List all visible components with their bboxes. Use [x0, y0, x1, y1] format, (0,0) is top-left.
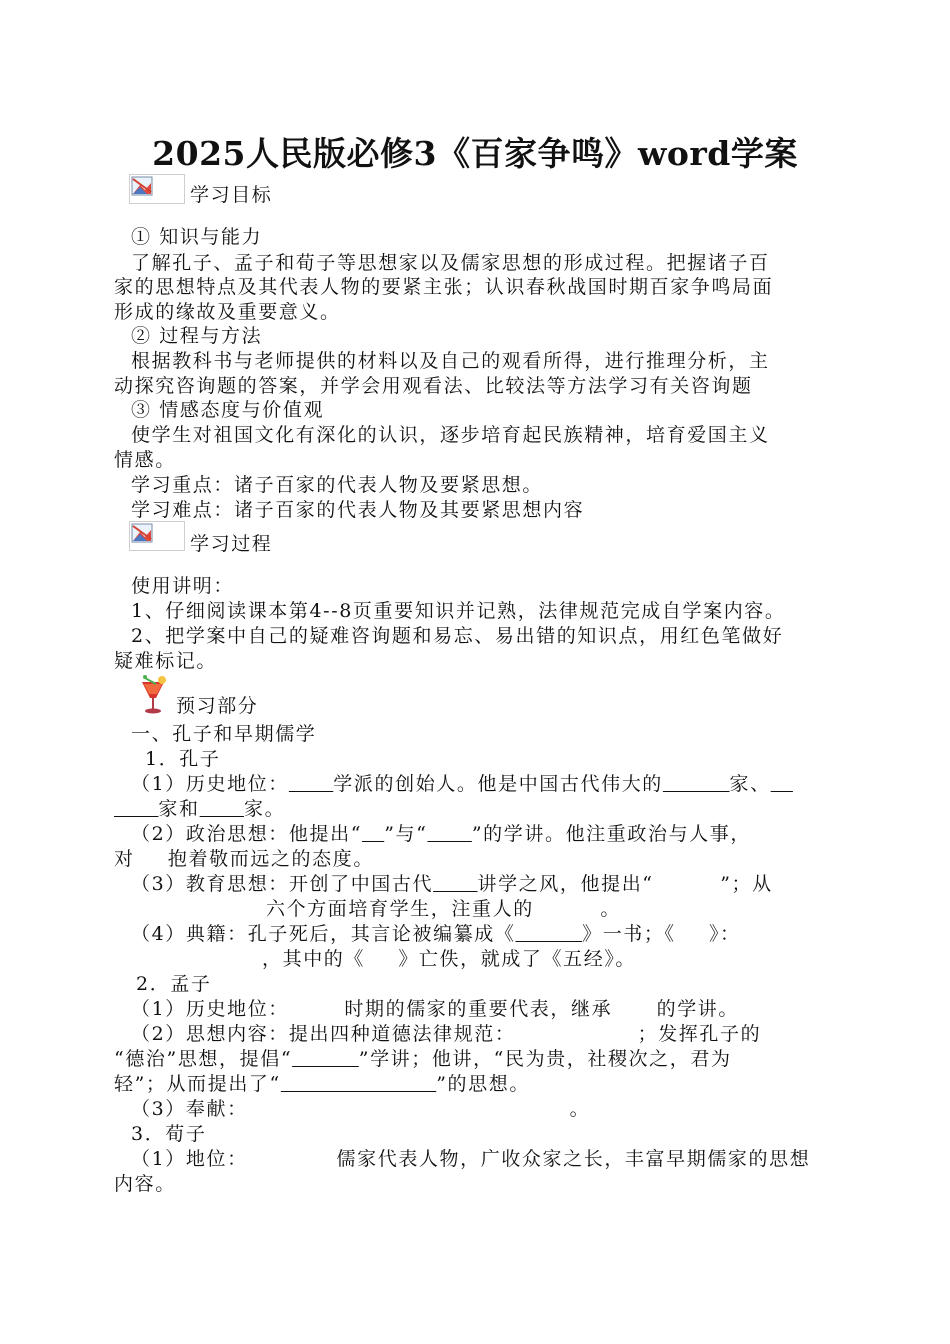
- text: 家和: [158, 798, 200, 820]
- usage-heading: 使用讲明：: [131, 575, 235, 597]
- goal-2-title: ② 过程与方法: [131, 325, 263, 347]
- text: 轻”；从而提出了“: [114, 1073, 281, 1095]
- difficult-point: 学习难点：诸子百家的代表人物及其要紧思想内容: [131, 499, 585, 521]
- text: （3）教育思想：开创了中国古代: [131, 873, 434, 895]
- blank[interactable]: [516, 1023, 638, 1045]
- text: ；发挥孔子的: [637, 1023, 762, 1045]
- usage-item-1: 1、仔细阅读课本第4--8页重要知识并记熟，法律规范完成自学案内容。: [131, 600, 786, 622]
- usage-item-2-cont: 疑难标记。: [114, 650, 218, 672]
- text: （3）奉献：: [131, 1098, 248, 1120]
- blank[interactable]: [200, 798, 244, 820]
- fill-line: [262, 947, 636, 971]
- text: 家、: [729, 773, 771, 795]
- text: 抱着敬而远之的态度。: [167, 848, 374, 870]
- paragraph-line: 内容。: [114, 1173, 176, 1195]
- text: ”的思想。: [436, 1073, 530, 1095]
- text: 》：: [708, 923, 741, 945]
- blank[interactable]: [516, 923, 583, 945]
- paragraph-line: 形成的缘故及重要意义。: [114, 301, 341, 323]
- text: 六个方面培育学生，注重人的: [266, 898, 534, 920]
- paragraph-line: 情感。: [114, 449, 176, 471]
- fill-line: [131, 1097, 590, 1121]
- blank[interactable]: [292, 1048, 359, 1070]
- fill-line: [114, 1047, 732, 1071]
- blank[interactable]: [248, 1098, 570, 1120]
- text: ”学讲；他讲，“民为贵，社稷次之，君为: [358, 1048, 732, 1070]
- image-placeholder-icon: [129, 174, 185, 204]
- goal-1-title: ① 知识与能力: [131, 226, 263, 248]
- section-heading-preview: 预习部分: [176, 695, 259, 717]
- section-heading-process: 学习过程: [190, 533, 273, 555]
- fill-line: [131, 997, 739, 1021]
- document-title: 2025人民版必修3《百家争鸣》word学案: [152, 134, 798, 173]
- blank[interactable]: [362, 823, 384, 845]
- text: ”的学讲。他注重政治与人事，: [471, 823, 751, 845]
- fill-line: [266, 897, 621, 921]
- paragraph-line: 使学生对祖国文化有深化的认识，逐步培育起民族精神，培育爱国主义: [131, 424, 770, 446]
- text: 的学讲。: [656, 998, 740, 1020]
- text: ”；从: [720, 873, 773, 895]
- text: “德治”思想，提倡“: [114, 1048, 293, 1070]
- goal-3-title: ③ 情感态度与价值观: [131, 399, 325, 421]
- text: 家。: [244, 798, 286, 820]
- fill-line: [114, 797, 285, 821]
- subheading-confucius: 1．孔子: [145, 748, 221, 770]
- paragraph-line: 了解孔子、孟子和荀子等思想家以及儒家思想的形成过程。把握诸子百: [131, 252, 770, 274]
- paragraph-line: 根据教科书与老师提供的材料以及自己的观看所得，进行推理分析，主: [131, 350, 770, 372]
- text: ”与“: [384, 823, 428, 845]
- text: （1）地位：: [131, 1148, 248, 1170]
- subheading-mencius: 2．孟子: [136, 973, 212, 995]
- blank[interactable]: [612, 998, 656, 1020]
- blank[interactable]: [135, 848, 168, 870]
- text: （1）历史地位：: [131, 998, 289, 1020]
- fill-line: [131, 772, 793, 796]
- text: （1）历史地位：: [131, 773, 289, 795]
- key-point: 学习重点：诸子百家的代表人物及要紧思想。: [131, 474, 544, 496]
- text: 学派的创始人。他是中国古代伟大的: [333, 773, 663, 795]
- blank[interactable]: [365, 948, 398, 970]
- fill-line: [131, 1147, 810, 1171]
- text: 时期的儒家的重要代表，继承: [344, 998, 613, 1020]
- blank[interactable]: [248, 1148, 337, 1170]
- blank[interactable]: [289, 773, 333, 795]
- text: 》亡佚，就成了《五经》。: [398, 948, 637, 970]
- text: （2）政治思想：他提出“: [131, 823, 363, 845]
- text: 。: [569, 1098, 591, 1120]
- text: 对: [114, 848, 135, 870]
- fill-line: [131, 822, 751, 846]
- text: 儒家代表人物，广收众家之长，丰富早期儒家的思想: [336, 1148, 811, 1170]
- part-heading: 一、孔子和早期儒学: [131, 723, 317, 745]
- cocktail-icon: [136, 672, 170, 716]
- paragraph-line: 动探究咨询题的答案，并学会用观看法、比较法等方法学习有关咨询题: [114, 375, 753, 397]
- fill-line: [131, 1022, 761, 1046]
- section-heading-goals: 学习目标: [190, 184, 273, 206]
- fill-line: [114, 847, 374, 871]
- text: 讲学之风，他提出“: [477, 873, 654, 895]
- image-placeholder-icon: [129, 521, 185, 551]
- subheading-xunzi: 3．荀子: [131, 1123, 207, 1145]
- paragraph-line: 家的思想特点及其代表人物的要紧主张；认识春秋战国时期百家争鸣局面: [114, 276, 774, 298]
- fill-line: [131, 922, 741, 946]
- blank[interactable]: [114, 798, 158, 820]
- text: ，其中的《: [262, 948, 366, 970]
- text: 》一书；《: [582, 923, 676, 945]
- blank[interactable]: [654, 873, 721, 895]
- blank[interactable]: [289, 998, 345, 1020]
- blank[interactable]: [281, 1073, 436, 1095]
- blank[interactable]: [427, 823, 471, 845]
- blank[interactable]: [676, 923, 709, 945]
- blank[interactable]: [663, 773, 730, 795]
- text: （2）思想内容：提出四种道德法律规范：: [131, 1023, 516, 1045]
- fill-line: [114, 1072, 530, 1096]
- blank[interactable]: [534, 898, 601, 920]
- fill-line: [131, 872, 773, 896]
- text: （4）典籍：孔子死后，其言论被编纂成《: [131, 923, 516, 945]
- usage-item-2: 2、把学案中自己的疑难咨询题和易忘、易出错的知识点，用红色笔做好: [131, 625, 784, 647]
- text: 。: [600, 898, 622, 920]
- blank[interactable]: [771, 773, 793, 795]
- blank[interactable]: [433, 873, 477, 895]
